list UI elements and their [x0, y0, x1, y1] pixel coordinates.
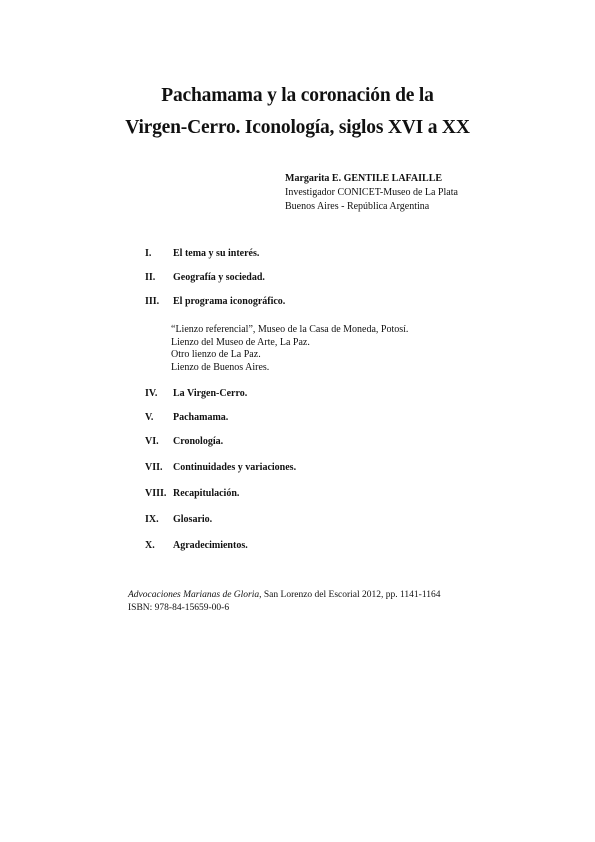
toc-subitem: Lienzo del Museo de Arte, La Paz.	[171, 336, 310, 348]
toc-subitems	[171, 324, 408, 374]
toc-item-7	[145, 462, 296, 473]
toc-item-number: III.	[145, 296, 160, 307]
toc-item-number: X.	[145, 540, 155, 551]
toc-item-text: Glosario.	[173, 514, 213, 525]
toc-item-1	[145, 248, 259, 259]
toc-item-6	[145, 436, 223, 447]
author-affiliation: Investigador CONICET-Museo de La Plata	[285, 187, 458, 198]
toc-item-text: Cronología.	[173, 436, 224, 447]
citation-footer	[128, 589, 440, 615]
toc-item-2	[145, 272, 265, 283]
title-line-2: Virgen-Cerro. Iconología, siglos XVI a XX	[125, 117, 470, 138]
toc-item-8	[145, 488, 239, 499]
toc-item-text: El programa iconográfico.	[173, 296, 286, 307]
toc-subitem: “Lienzo referencial”, Museo de la Casa de Moneda, Potosí.	[171, 324, 409, 335]
author-name: Margarita E. GENTILE LAFAILLE	[285, 173, 443, 184]
toc-item-number: VII.	[145, 462, 163, 473]
toc-item-4	[145, 388, 247, 399]
toc-item-number: I.	[145, 248, 152, 259]
toc-item-text: Recapitulación.	[173, 488, 240, 499]
author-block	[285, 172, 458, 214]
toc-item-number: VI.	[145, 436, 159, 447]
toc-subitem: Otro lienzo de La Paz.	[171, 349, 261, 360]
source-title: Advocaciones Marianas de Gloria	[128, 590, 260, 600]
toc-item-5	[145, 412, 228, 423]
toc-item-text: El tema y su interés.	[173, 248, 260, 259]
toc-item-number: VIII.	[145, 488, 167, 499]
toc-item-3	[145, 296, 285, 307]
source-details: , San Lorenzo del Escorial 2012, pp. 1141-1164	[259, 590, 441, 600]
toc-subitem: Lienzo de Buenos Aires.	[171, 361, 270, 373]
toc-item-9	[145, 514, 212, 525]
toc-item-text: Continuidades y variaciones.	[173, 462, 297, 473]
toc-item-text: Pachamama.	[173, 412, 229, 423]
title-line-1: Pachamama y la coronación de la	[161, 85, 434, 106]
toc-item-number: IX.	[145, 514, 159, 525]
toc-item-number: IV.	[145, 388, 158, 399]
toc-item-10	[145, 540, 248, 551]
toc-item-number: II.	[145, 272, 156, 283]
author-location: Buenos Aires - República Argentina	[285, 201, 430, 212]
toc-item-number: V.	[145, 412, 154, 423]
isbn: ISBN: 978-84-15659-00-6	[128, 603, 230, 613]
toc-item-text: Geografía y sociedad.	[173, 272, 265, 283]
document-title	[0, 80, 595, 144]
citation-line	[128, 589, 440, 602]
toc-item-text: Agradecimientos.	[173, 540, 248, 551]
toc-item-text: La Virgen-Cerro.	[173, 388, 248, 399]
